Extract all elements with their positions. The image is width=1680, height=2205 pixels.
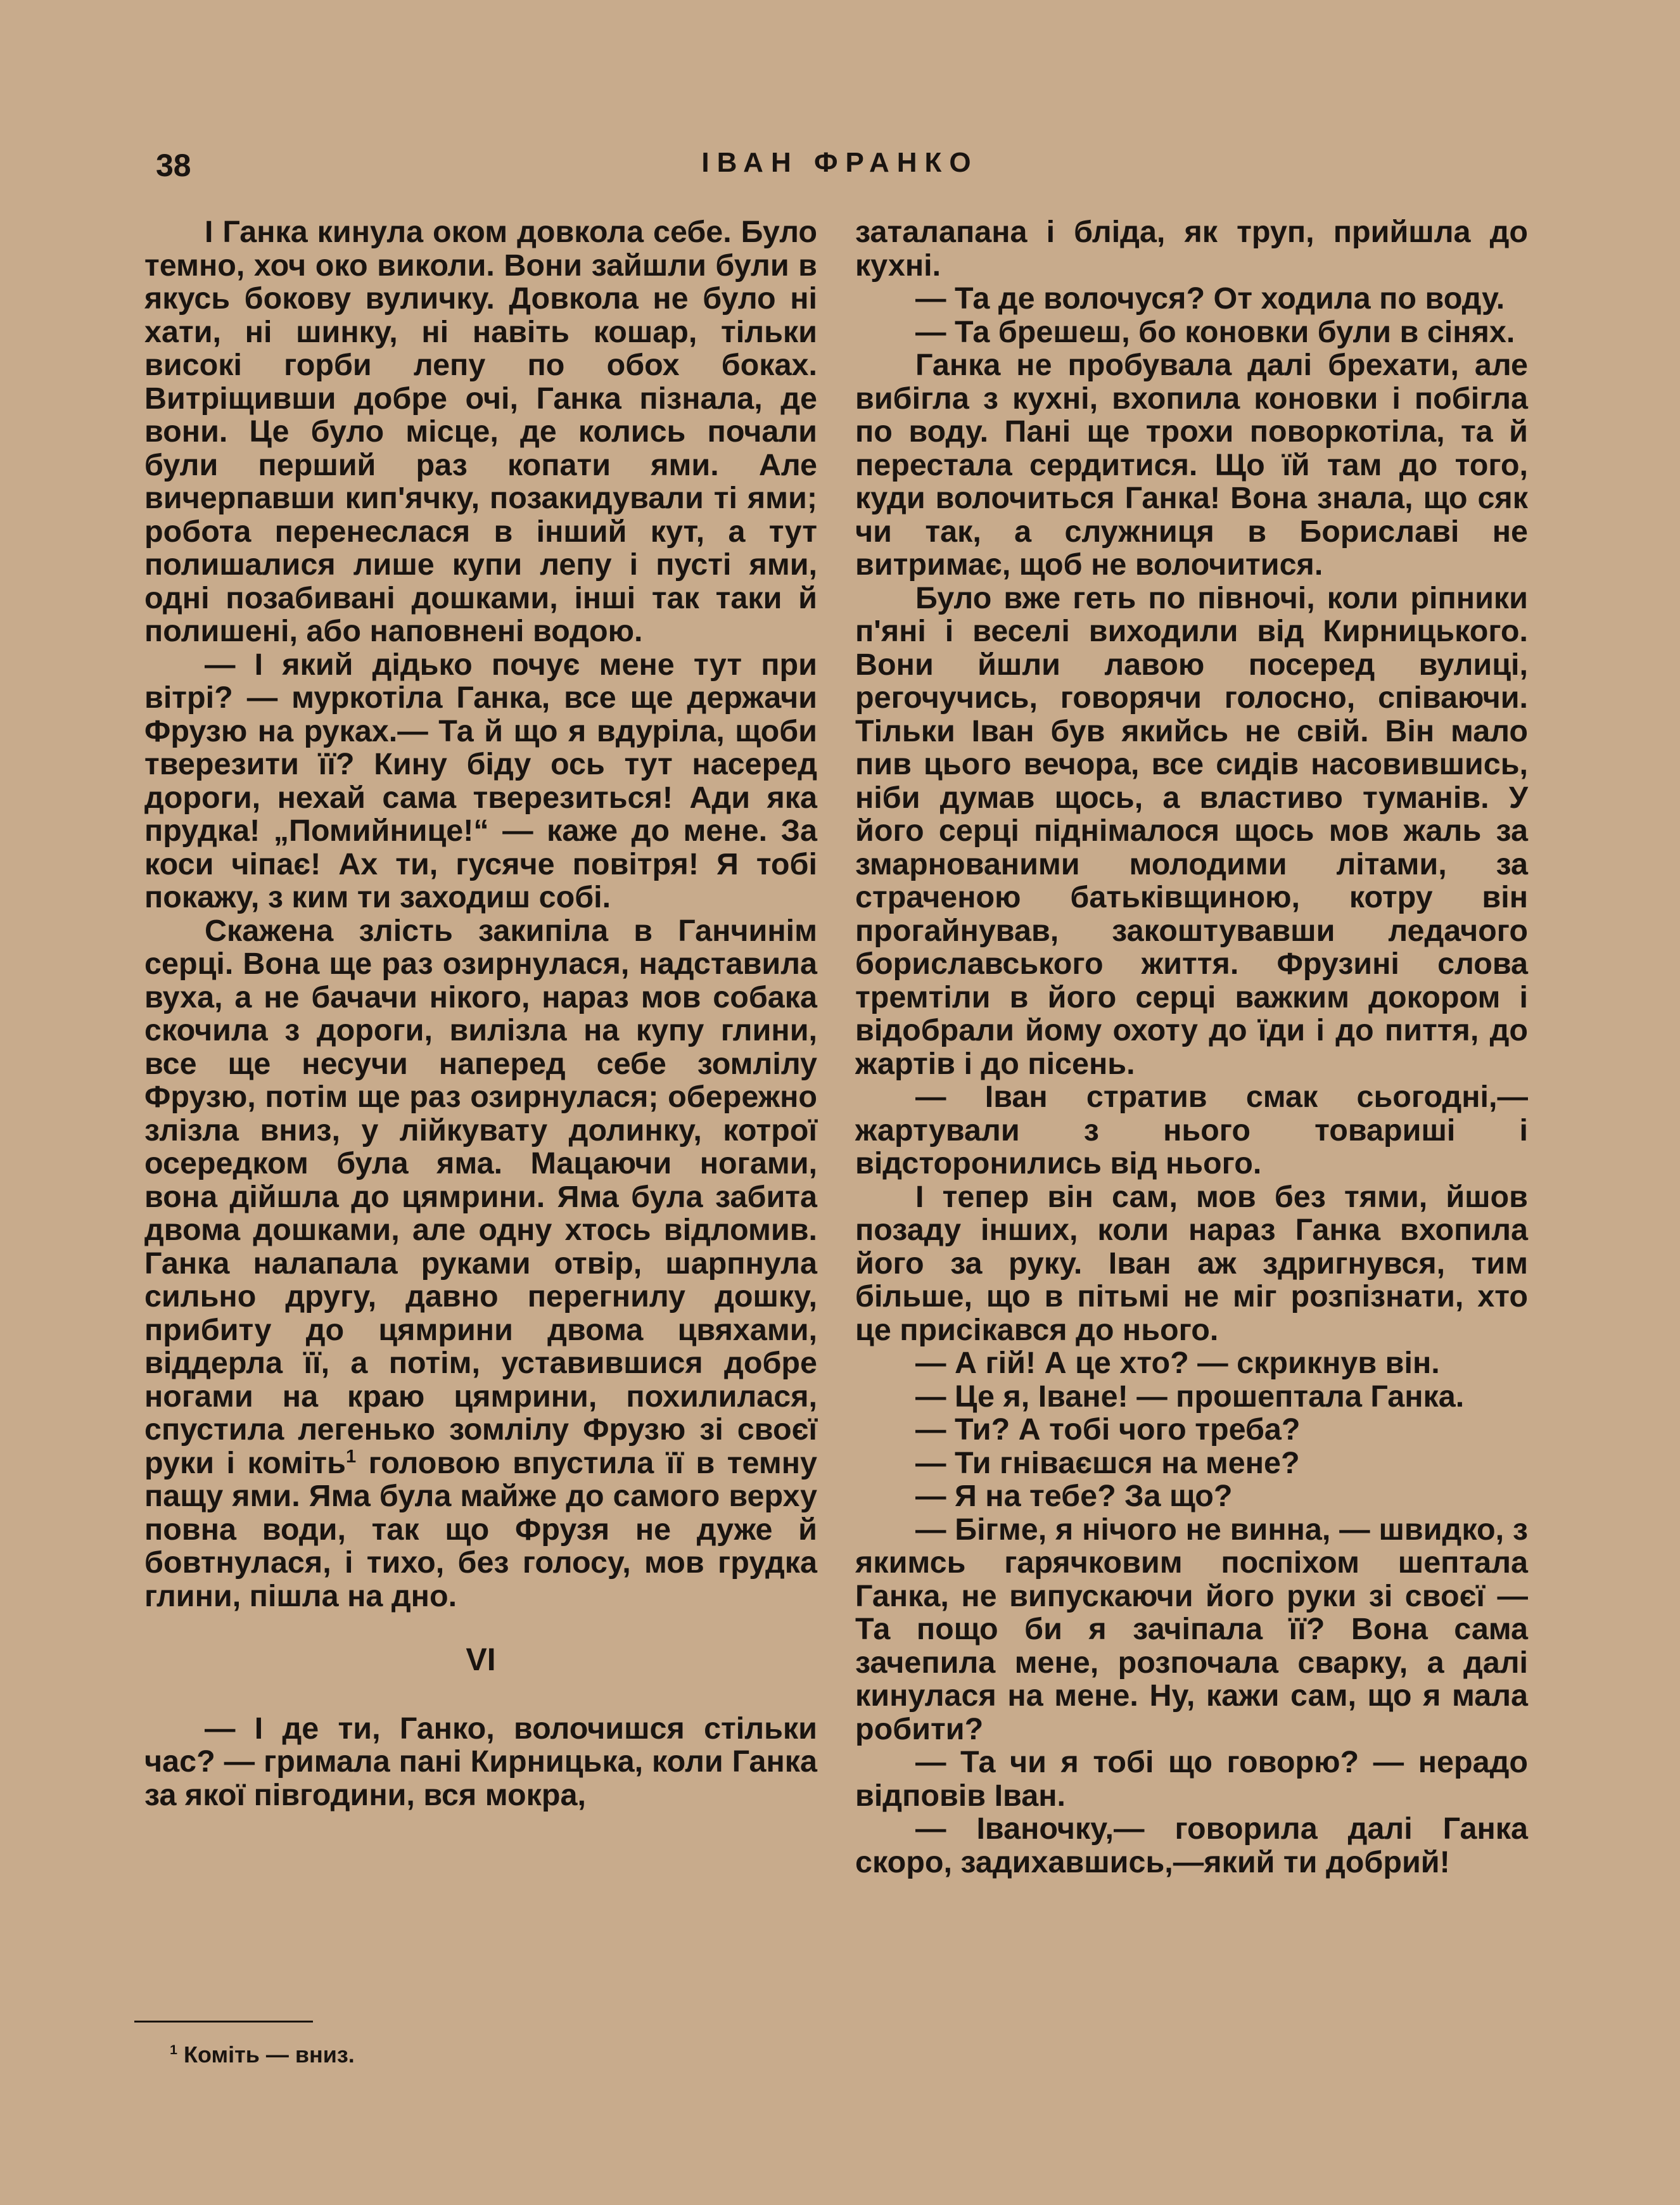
- paragraph: — Ти? А тобі чого треба?: [915, 1412, 1301, 1447]
- section-heading: VI: [466, 1642, 496, 1677]
- paragraph: — Ти гніваєшся на мене?: [915, 1445, 1300, 1480]
- paragraph: — Іваночку,— говорила далі Ганка скоро, задихавшись,—який ти добрий!: [855, 1812, 1528, 1879]
- footnote-divider: [134, 2021, 313, 2023]
- paragraph: — Це я, Іване! — прошептала Ганка.: [915, 1379, 1465, 1414]
- paragraph-text: Скажена злість закипіла в Ганчинім серці. Вона ще раз озирнулася, надставила вуха, а не бачачи нікого, нараз мов собака скочила з дороги, вилізла на купу глини, все ще несучи наперед себе зомлілу Фрузю, потім ще раз озирнулася; обережно злізла вниз, у лійкувату долинку, котрої осередком була яма. Мацаючи ногами, вона дійшла до цямрини. Яма була забита двома дошками, але одну хтось відломив. Ганка налапала руками отвір, шарпнула сильно другу, давно перегнилу дошку, прибиту до цямрини двома цвяхами, віддерла її, а потім, уставившися добре ногами на краю цямрини, похилилася, спустила легенько зомлілу Фрузю зі своєї руки і коміть: [144, 913, 817, 1480]
- paragraph: І Ганка кинула оком довкола себе. Було темно, хоч око виколи. Вони зайшли були в якусь бокову вуличку. Довкола не було ні хати, ні шинку, ні навіть кошар, тільки високі горби лепу по обох боках. Витріщивши добре очі, Ганка пізнала, де вони. Це було місце, де колись почали були перший раз копати ями. Але вичерпавши кип'ячку, позакидували ті ями; робота перенеслася в інший кут, а тут полишалися лише купи лепу і пусті ями, одні позабивані дошками, інші так таки й полишені, або наповнені водою.: [144, 215, 817, 648]
- paragraph: — І який дідько почує мене тут при вітрі? — муркотіла Ганка, все ще держачи Фрузю на руках.— Та й що я вдуріла, щоби тверезити її? Кину біду ось тут насеред дороги, нехай сама тверезиться! Ади яка прудка! „Помийнице!“ — каже до мене. За коси чіпає! Ах ти, гусяче повітря! Я тобі покажу, з ким ти заходиш собі.: [144, 647, 817, 914]
- paragraph: Ганка не пробувала далі брехати, але вибігла з кухні, вхопила коновки і побігла по воду. Пані ще трохи поворкотіла, та й перестала сердитися. Що їй там до того, куди волочиться Ганка! Вона знала, що сяк чи так, а служниця в Бориславі не витримає, щоб не волочитися.: [855, 348, 1528, 582]
- paragraph: — Та брешеш, бо коновки були в сінях.: [915, 314, 1515, 349]
- paragraph: — Іван стратив смак сьогодні,— жартували з нього товариші і відсторонились від нього.: [855, 1080, 1528, 1180]
- paragraph: [144, 914, 817, 1613]
- footnote: [170, 2042, 355, 2068]
- page-number: 38: [156, 148, 191, 183]
- paragraph-text: головою впустила її в темну пащу ями. Яма була майже до самого верху повна води, так що Фрузя не дуже й бовтнулася, і тихо, без голосу, мов грудка глини, пішла на дно.: [144, 1445, 817, 1613]
- paragraph: — І де ти, Ганко, волочишся стільки час? — гримала пані Кирницька, коли Ганка за якої півгодини, вся мокра,: [144, 1711, 817, 1812]
- paragraph: — Бігме, я нічого не винна, — швидко, з якимсь гарячковим поспіхом шептала Ганка, не випускаючи його руки зі своєї — Та пощо би я зачіпала її? Вона сама зачепила мене, розпочала сварку, а далі кинулася на мене. Ну, кажи сам, що я мала робити?: [855, 1512, 1528, 1746]
- paragraph: — А гій! А це хто? — скрикнув він.: [915, 1346, 1440, 1380]
- paragraph: Було вже геть по півночі, коли ріпники п'яні і веселі виходили від Кирницького. Вони йшли лавою посеред вулиці, регочучись, говорячи голосно, співаючи. Тільки Іван був якийсь не свій. Він мало пив цього вечора, все сидів насовившись, ніби думав щось, а властиво туманів. У його серці піднімалося щось мов жаль за змарнованими молодими літами, за страченою батьківщиною, котру він прогайнував, закоштувавши ледачого бориславського життя. Фрузині слова тремтіли в його серці важким докором і відобрали йому охоту до їди і до пиття, до жартів і до пісень.: [855, 580, 1528, 1081]
- right-column: [855, 215, 1528, 1879]
- page-header: [152, 147, 1528, 185]
- paragraph: — Та де волочуся? От ходила по воду.: [915, 281, 1505, 316]
- paragraph: заталапана і бліда, як труп, прийшла до кухні.: [855, 215, 1528, 283]
- paragraph: — Я на тебе? За що?: [915, 1479, 1233, 1513]
- footnote-reference: 1: [345, 1446, 357, 1467]
- footnote-mark: 1: [170, 2042, 178, 2057]
- running-title: ІВАН ФРАНКО: [701, 147, 979, 178]
- left-column: [144, 215, 817, 1812]
- footnote-text: Коміть — вниз.: [177, 2042, 355, 2068]
- paragraph: І тепер він сам, мов без тями, йшов позаду інших, коли нараз Ганка вхопила його за руку. Іван аж здригнувся, тим більше, що в пітьмі не міг розпізнати, хто це присікався до нього.: [855, 1179, 1528, 1347]
- paragraph: — Та чи я тобі що говорю? — нерадо відповів Іван.: [855, 1745, 1528, 1813]
